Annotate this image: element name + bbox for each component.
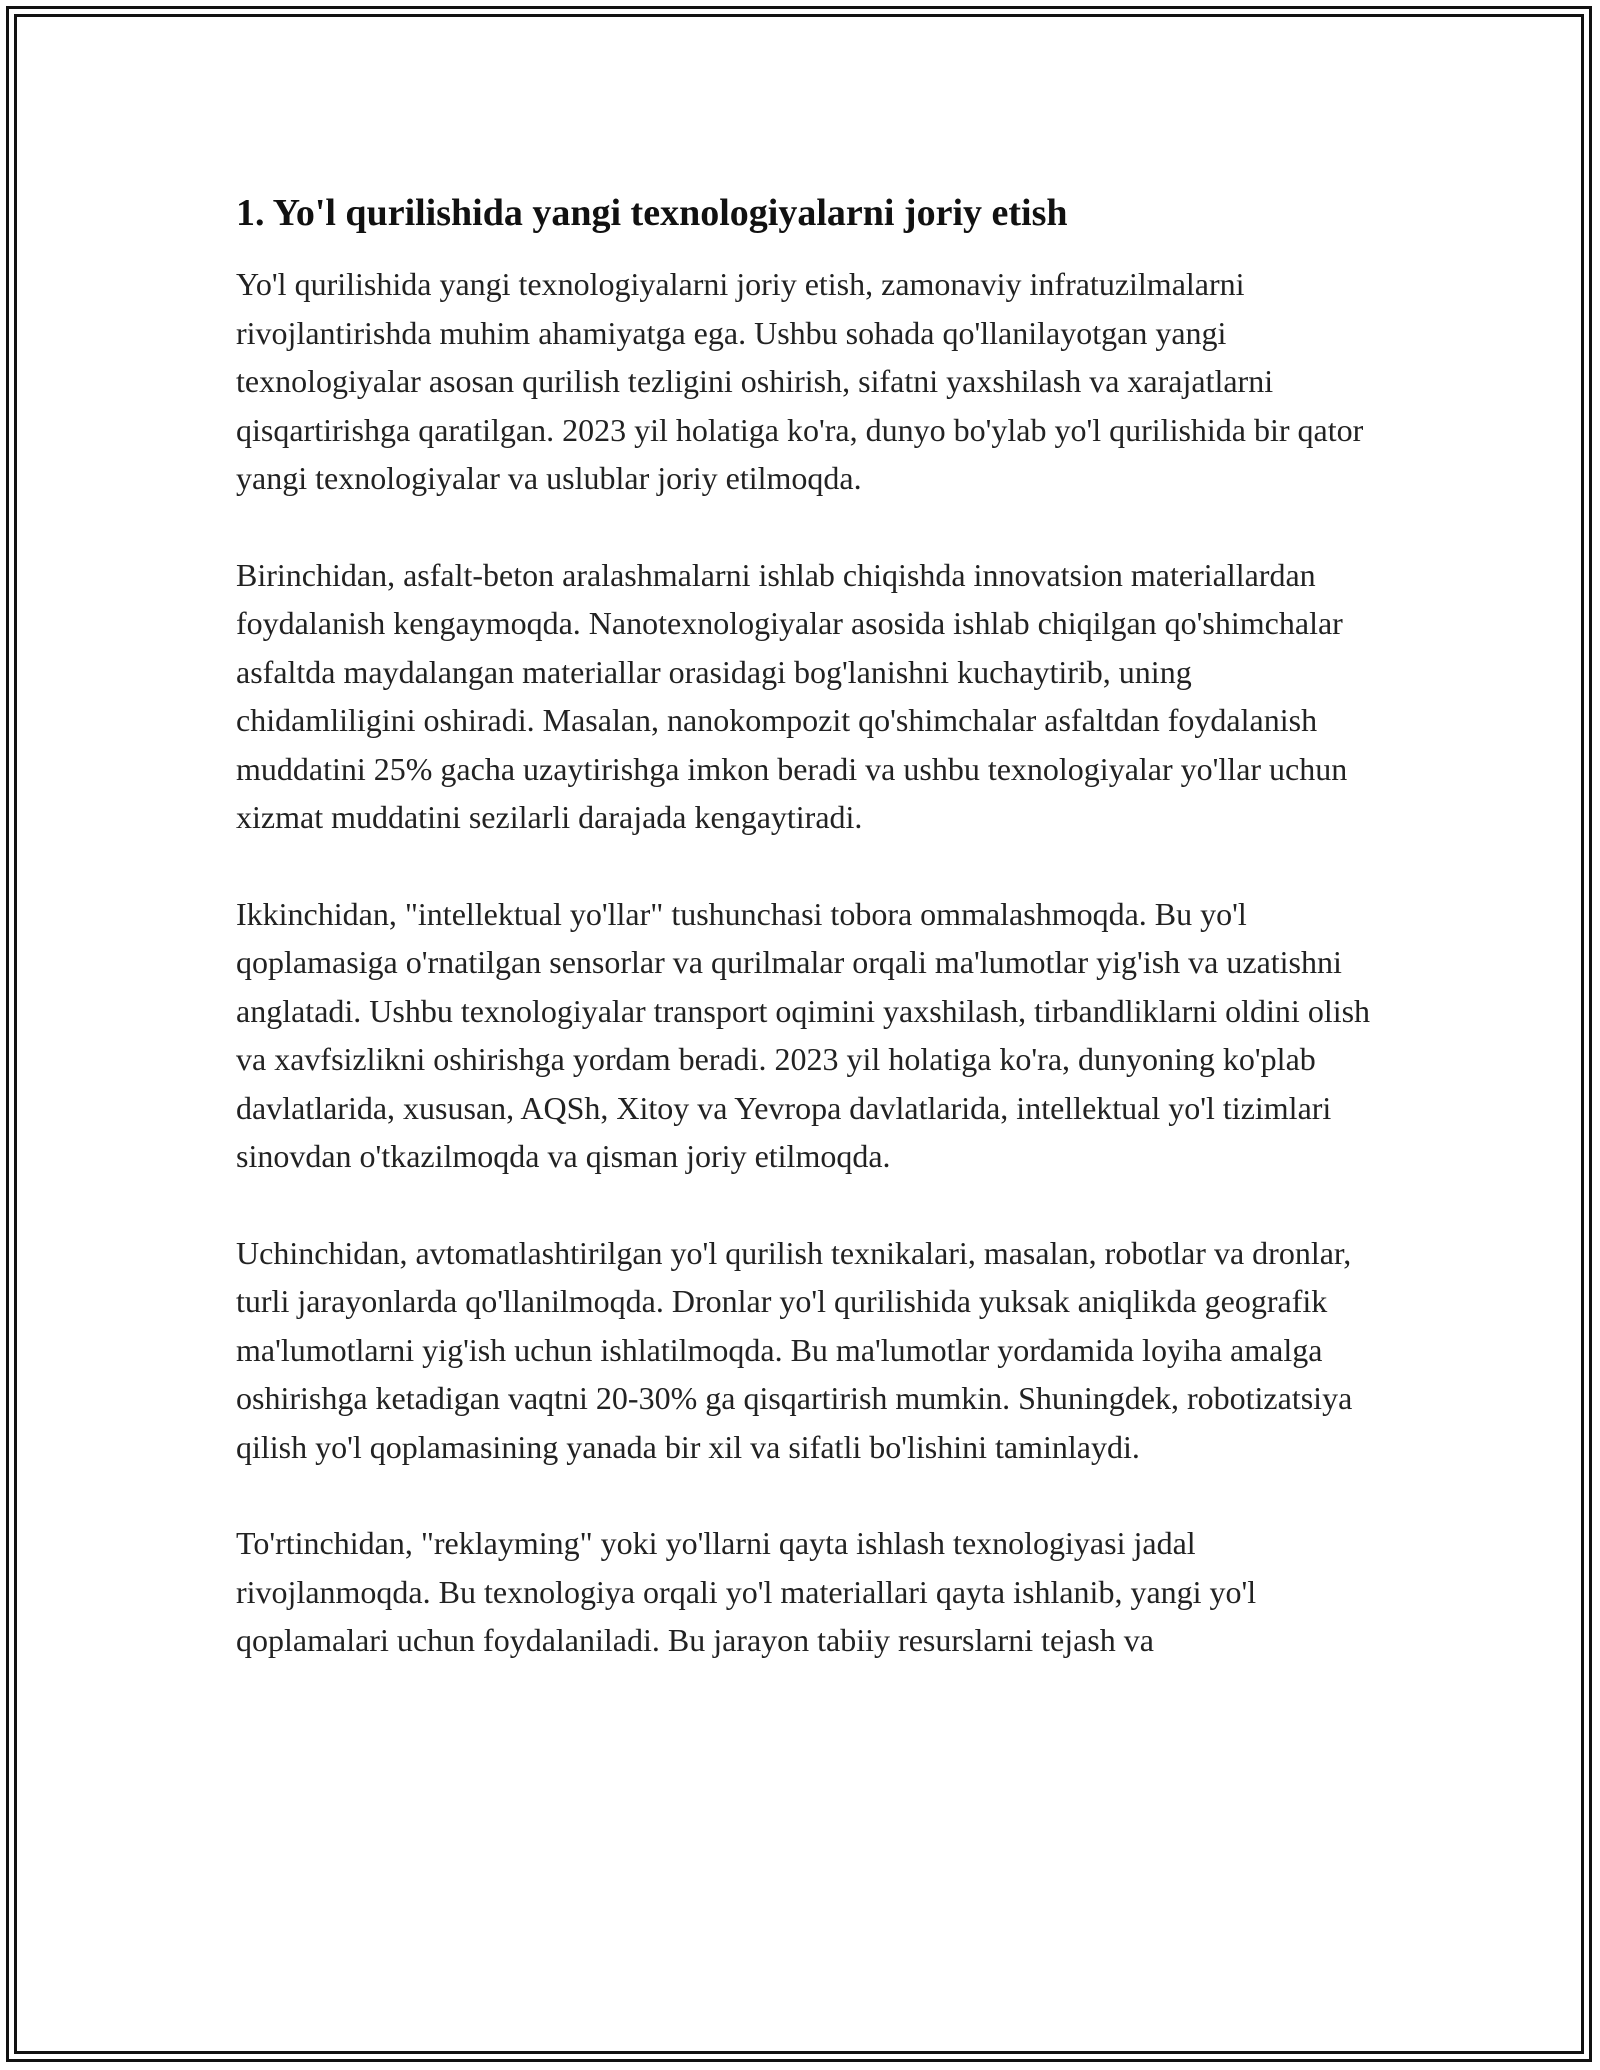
- paragraph-first: Birinchidan, asfalt-beton aralashmalarni ishlab chiqishda innovatsion materiallardan foydalanish kengaymoqda. Nanotexnologiyalar asosida ishlab chiqilgan qo'shimchalar asfaltda maydalangan materiallar orasidagi bog'lanishni kuchaytirib, uning chidamliligini oshiradi. Masalan, nanokompozit qo'shimchalar asfaltdan foydalanish muddatini 25% gacha uzaytirishga imkon beradi va ushbu texnologiyalar yo'llar uchun xizmat muddatini sezilarli darajada kengaytiradi.: [236, 556, 1348, 835]
- paragraph-third: Uchinchidan, avtomatlashtirilgan yo'l qurilish texnikalari, masalan, robotlar va dronlar, turli jarayonlarda qo'llanilmoqda. Dronlar yo'l qurilishida yuksak aniqlikda geografik ma'lumotlarni yig'ish uchun ishlatilmoqda. Bu ma'lumotlar yordamida loyiha amalga oshirishga ketadigan vaqtni 20-30% ga qisqartirish mumkin. Shuningdek, robotizatsiya qilish yo'l qoplamasining yanada bir xil va sifatli bo'lishini taminlaydi.: [236, 1234, 1353, 1465]
- paragraph-intro: Yo'l qurilishida yangi texnologiyalarni joriy etish, zamonaviy infratuzilmalarni rivojlantirishda muhim ahamiyatga ega. Ushbu sohada qo'llanilayotgan yangi texnologiyalar asosan qurilish tezligini oshirish, sifatni yaxshilash va xarajatlarni qisqartirishga qaratilgan. 2023 yil holatiga ko'ra, dunyo bo'ylab yo'l qurilishida bir qator yangi texnologiyalar va uslublar joriy etilmoqda.: [236, 266, 1364, 496]
- section-heading: 1. Yo'l qurilishida yangi texnologiyalarni joriy etish: [236, 192, 1068, 234]
- document-body: [236, 188, 1371, 1665]
- paragraph-fourth: To'rtinchidan, "reklayming" yoki yo'llarni qayta ishlash texnologiyasi jadal rivojlanmoqda. Bu texnologiya orqali yo'l materiallari qayta ishlanib, yangi yo'l qoplamalari uchun foydalaniladi. Bu jarayon tabiiy resurslarni tejash va: [236, 1525, 1257, 1658]
- paragraph-second: Ikkinchidan, "intellektual yo'llar" tushunchasi tobora ommalashmoqda. Bu yo'l qoplamasiga o'rnatilgan sensorlar va qurilmalar orqali ma'lumotlar yig'ish va uzatishni anglatadi. Ushbu texnologiyalar transport oqimini yaxshilash, tirbandliklarni oldini olish va xavfsizlikni oshirishga yordam beradi. 2023 yil holatiga ko'ra, dunyoning ko'plab davlatlarida, xususan, AQSh, Xitoy va Yevropa davlatlarida, intellektual yo'l tizimlari sinovdan o'tkazilmoqda va qisman joriy etilmoqda.: [236, 895, 1371, 1174]
